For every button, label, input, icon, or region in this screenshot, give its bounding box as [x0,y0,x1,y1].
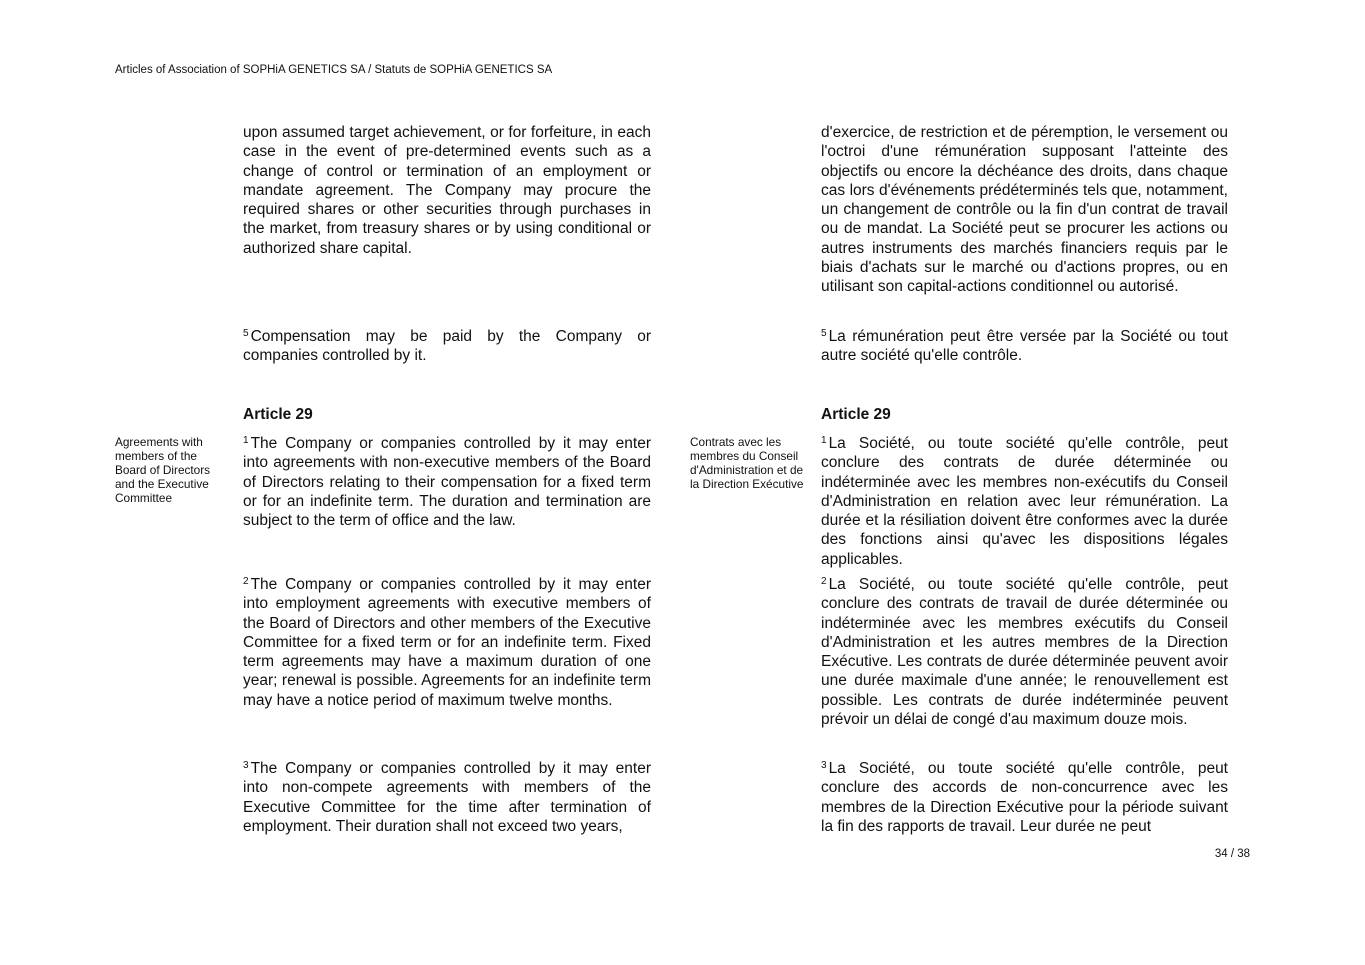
fr-paragraph-3 [821,759,1228,836]
fr-paragraph-2 [821,575,1228,729]
en-paragraph-5-number: 5 [243,328,249,339]
en-paragraph-2 [243,575,651,710]
en-paragraph-5-text: Compensation may be paid by the Company or companies controlled by it. [243,328,651,365]
fr-paragraph-2-number: 2 [821,576,827,587]
en-article-heading: Article 29 [243,406,313,423]
en-paragraph-intro: upon assumed target achievement, or for forfeiture, in each case in the event of pre-determined events such as a change of control or termination of an employment or mandate agreement. The Company may procure the required shares or other securities through purchases in the market, from treasury shares or by using conditional or authorized share capital. [243,124,651,257]
fr-paragraph-1-text: La Société, ou toute société qu'elle contrôle, peut conclure des contrats de durée déterminée ou indéterminée avec les membres non-exécutifs du Conseil d'Administration en relation avec leur rémunération. La durée et la résiliation doivent être conformes avec la durée des fonctions ainsi qu'avec les dispositions légales applicables. [821,435,1228,568]
en-paragraph-1 [243,434,651,530]
en-paragraph-5 [243,327,651,366]
en-paragraph-3 [243,759,651,836]
en-side-note: Agreements with members of the Board of Directors and the Executive Committee [115,435,211,505]
fr-paragraph-3-text: La Société, ou toute société qu'elle contrôle, peut conclure des accords de non-concurrence avec les membres de la Direction Exécutive pour la période suivant la fin des rapports de travail. Leur durée ne peut [821,760,1228,835]
fr-paragraph-1 [821,434,1228,569]
running-header: Articles of Association of SOPHiA GENETICS SA / Statuts de SOPHiA GENETICS SA [115,64,553,76]
fr-paragraph-2-text: La Société, ou toute société qu'elle contrôle, peut conclure des contrats de travail de durée déterminée ou indéterminée avec les membres exécutifs du Conseil d'Administration et les autres membres de la Direction Exécutive. Les contrats de durée déterminée peuvent avoir une durée maximale d'une année; le renouvellement est possible. Les contrats de durée indéterminée peuvent prévoir un délai de congé d'au maximum douze mois. [821,576,1228,729]
fr-paragraph-intro: d'exercice, de restriction et de péremption, le versement ou l'octroi d'une rémunération supposant l'atteinte des objectifs ou encore la déchéance des droits, dans chaque cas lors d'événements prédéterminés tels que, notamment, un changement de contrôle ou la fin d'un contrat de travail ou de mandat. La Société peut se procurer les actions ou autres instruments des marchés financiers requis par le biais d'achats sur le marché ou d'actions propres, ou en utilisant son capital-actions conditionnel ou autorisé. [821,124,1228,296]
fr-paragraph-5 [821,327,1228,366]
fr-paragraph-3-number: 3 [821,760,827,771]
en-paragraph-3-number: 3 [243,760,249,771]
fr-paragraph-5-text: La rémunération peut être versée par la Société ou tout autre société qu'elle contrôle. [821,328,1228,365]
fr-paragraph-1-number: 1 [821,435,827,446]
page-number: 34 / 38 [1214,848,1250,860]
fr-side-note: Contrats avec les membres du Conseil d'Administration et de la Direction Exécutive [690,435,804,491]
en-paragraph-3-text: The Company or companies controlled by it may enter into non-compete agreements with members of the Executive Committee for the time after termination of employment. Their duration shall not exceed two years, [243,760,651,835]
fr-article-heading: Article 29 [821,406,891,423]
fr-paragraph-5-number: 5 [821,328,827,339]
en-paragraph-1-text: The Company or companies controlled by it may enter into agreements with non-executive members of the Board of Directors relating to their compensation for a fixed term or for an indefinite term. The duration and termination are subject to the term of office and the law. [243,435,651,530]
en-paragraph-2-text: The Company or companies controlled by it may enter into employment agreements with executive members of the Board of Directors and other members of the Executive Committee for a fixed term or for an indefinite term. Fixed term agreements may have a maximum duration of one year; renewal is possible. Agreements for an indefinite term may have a notice period of maximum twelve months. [243,576,651,709]
en-paragraph-1-number: 1 [243,435,249,446]
en-paragraph-2-number: 2 [243,576,249,587]
